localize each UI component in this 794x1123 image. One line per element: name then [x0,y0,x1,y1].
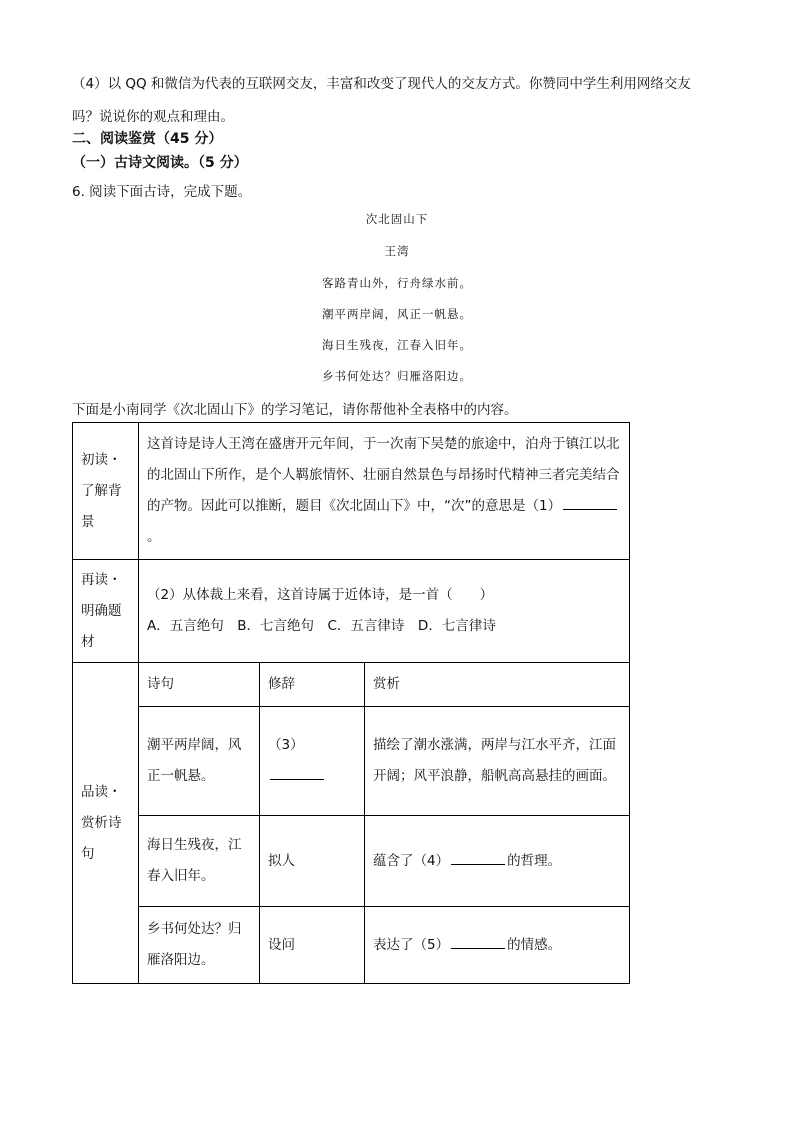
question-4-line1: （4）以 QQ 和微信为代表的互联网交友，丰富和改变了现代人的交友方式。你赞同中学生利用网络交友 [72,76,691,92]
background-text: 这首诗是诗人王湾在盛唐开元年间，于一次南下吴楚的旅途中，泊舟于镇江以北的北固山下所作，是个人羁旅情怀、壮丽自然景色与昂扬时代精神三者完美结合的产物。因此可以推断，题目《次北固山下》中，“次”的意思是（1） [147,436,620,514]
section-heading: 二、阅读鉴赏（45 分） [72,131,223,147]
table-row-genre [73,560,630,663]
device-cell [260,707,365,816]
question-4-line2: 吗？说说你的观点和理由。 [72,109,234,125]
analysis-prefix: 蕴含了（4） [373,852,450,869]
answer-blank-5[interactable] [451,932,505,949]
device-label: （3） [268,737,304,753]
analysis-cell: 描绘了潮水涨满，两岸与江水平齐，江面开阔；风平浪静，船帆高高悬挂的画面。 [365,707,630,816]
poem-line-cell: 海日生残夜，江春入旧年。 [139,816,260,907]
question-6-prompt: 6. 阅读下面古诗，完成下题。 [72,184,252,200]
answer-blank-4[interactable] [451,848,505,865]
table-row-background [73,423,630,560]
row-label-appreciation: 品读・赏析诗句 [73,663,139,984]
table-header-row [73,663,630,707]
genre-question: （2）从体裁上来看，这首诗属于近体诗，是一首（ ） [147,587,494,603]
table-row [73,816,630,907]
study-notes-table [72,422,630,984]
analysis-cell [365,907,630,984]
background-text-cell [139,423,630,560]
analysis-suffix: 的情感。 [507,936,562,953]
table-intro: 下面是小南同学《次北固山下》的学习笔记，请你帮他补全表格中的内容。 [72,402,518,418]
answer-blank-3[interactable] [270,763,324,780]
answer-blank-1[interactable] [563,493,617,510]
device-cell: 设问 [260,907,365,984]
poem-line-4: 乡书何处达？归雁洛阳边。 [322,369,472,383]
poem-line-1: 客路青山外，行舟绿水前。 [322,276,472,290]
question-4 [72,68,691,134]
poem-line-2: 潮平两岸阔，风正一帆悬。 [322,307,472,321]
background-text-end: 。 [147,529,161,545]
row-label-background: 初读・了解背景 [73,423,139,560]
table-row [73,707,630,816]
header-analysis: 赏析 [365,663,630,707]
poem-title: 次北固山下 [365,212,429,226]
row-label-genre: 再读・明确题材 [73,560,139,663]
header-device: 修辞 [260,663,365,707]
genre-cell [139,560,630,663]
analysis-cell [365,816,630,907]
genre-options[interactable]: A．五言绝句 B．七言绝句 C．五言律诗 D．七言律诗 [147,618,496,634]
poem-line-cell: 潮平两岸阔，风正一帆悬。 [139,707,260,816]
poem-line-cell: 乡书何处达？归雁洛阳边。 [139,907,260,984]
subsection-heading: （一）古诗文阅读。（5 分） [72,155,248,171]
header-line: 诗句 [139,663,260,707]
analysis-suffix: 的哲理。 [507,852,562,869]
analysis-prefix: 表达了（5） [373,936,450,953]
poem-author: 王湾 [384,244,410,258]
device-cell: 拟人 [260,816,365,907]
poem-line-3: 海日生残夜，江春入旧年。 [322,338,472,352]
table-row [73,907,630,984]
